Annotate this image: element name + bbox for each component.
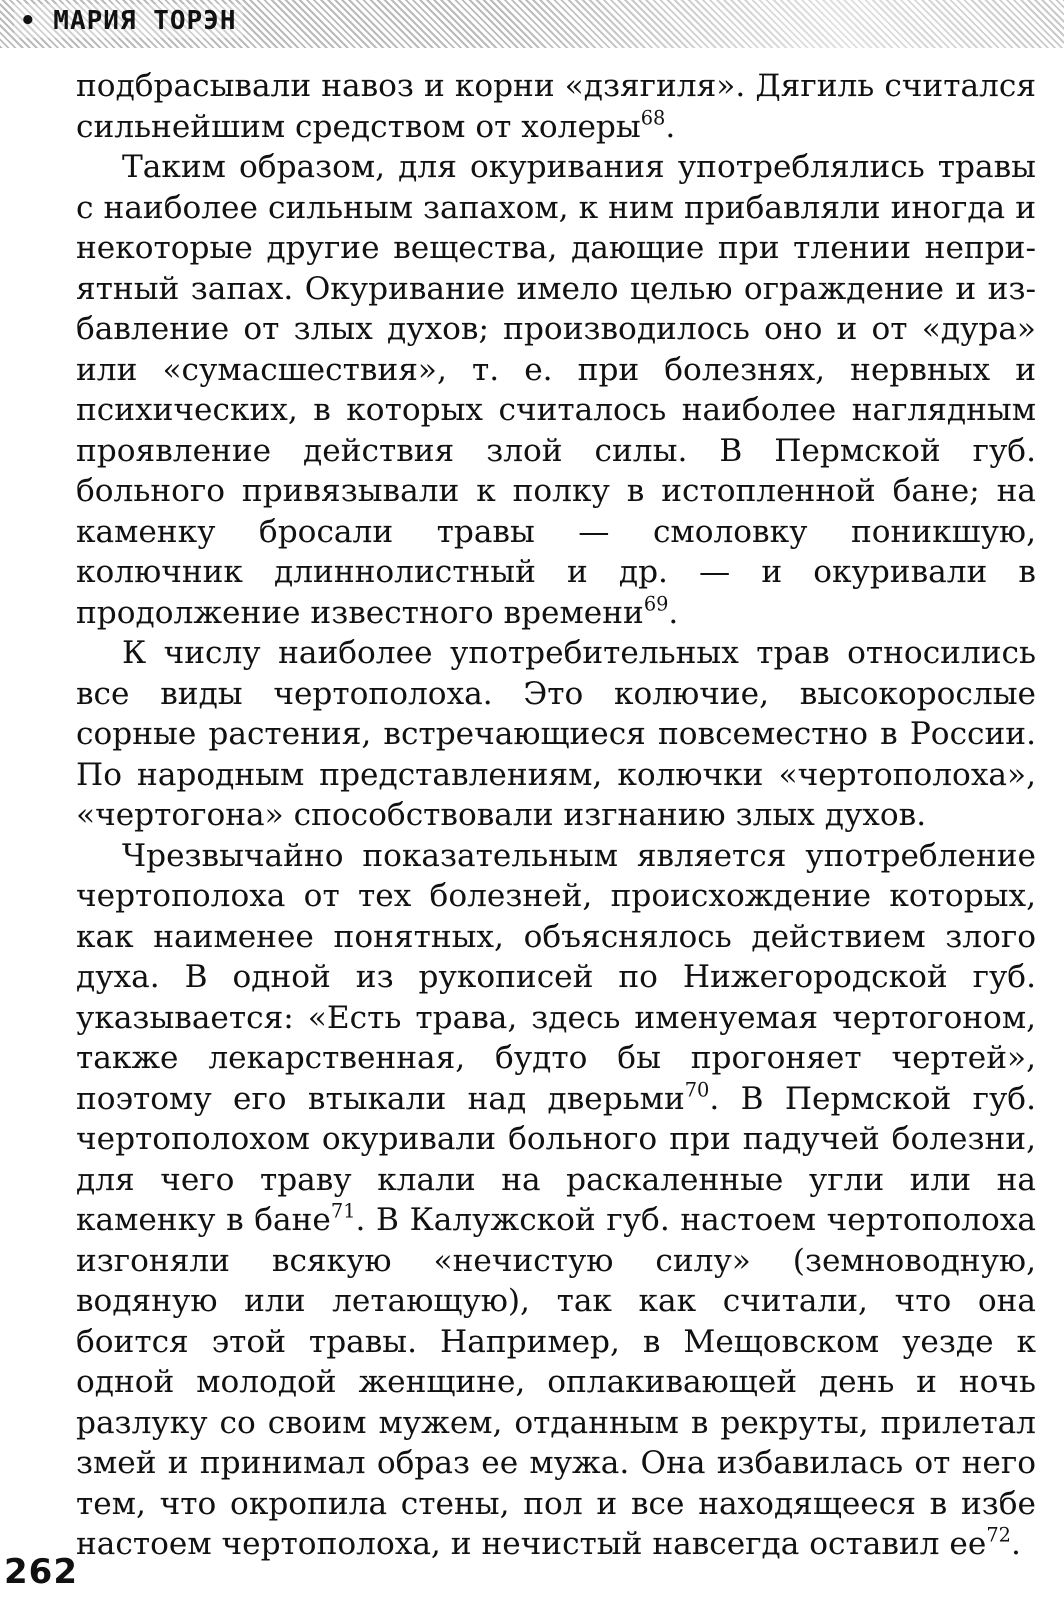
footnote-ref: 72 xyxy=(986,1523,1011,1547)
text-run: Таким образом, для окуривания употреблялись травы с наиболее сильным запахом, к ним прибавляли иногда и некоторые другие вещества, дающие при тлении неприятный запах. Окуривание имело целью ограждение и избавление от злых духов; производилось оно и от «дура» или «сумасшествия», т. е. при болезнях, нервных и психических, в которых считалось наиболее наглядным проявление действия злой силы. В Пермской губ. больного привязывали к полку в истопленной бане; на каменку бросали травы — смоловку поникшую, колючник длиннолистный и др. — и окуривали в продолжение известного времени xyxy=(76,149,1036,631)
text-run: . В Калужской губ. настоем чертополоха изгоняли всякую «нечистую силу» (земноводную, водяную или летающую), так как считали, что она боится этой травы. Например, в Мещовском уезде к одной молодой женщине, оплакивающей день и ночь разлуку со своим мужем, отданным в рекруты, прилетал змей и принимал образ ее мужа. Она избавилась от него тем, что окропила стены, пол и все находящееся в избе настоем чертополоха, и нечистый навсегда оставил ее xyxy=(76,1202,1036,1562)
page-header-band xyxy=(0,0,1064,48)
text-run: . xyxy=(668,594,679,631)
header-texture xyxy=(504,0,1064,48)
text-run: Чрезвычайно показательным является употребление чертополоха от тех болезней, происхождение которых, как наименее понятных, объяснялось действием злого духа. В одной из рукописей по Нижегородской губ. указывается: «Есть трава, здесь именуемая чертогоном, также лекарственная, будто бы прогоняет чертей», поэтому его втыкали над дверьми xyxy=(76,837,1036,1117)
page-number: 262 xyxy=(4,1552,78,1592)
paragraph xyxy=(76,836,1036,1565)
paragraph xyxy=(76,147,1036,633)
text-run: . xyxy=(1010,1526,1021,1562)
text-run: . xyxy=(665,108,676,145)
running-title: • МАРИЯ ТОРЭН xyxy=(14,4,243,38)
body-text xyxy=(76,66,1036,1565)
paragraph xyxy=(76,66,1036,147)
footnote-ref: 68 xyxy=(640,105,666,129)
footnote-ref: 71 xyxy=(330,1199,356,1223)
paragraph xyxy=(76,633,1036,836)
text-run: подбрасывали навоз и корни «дзягиля». Дягиль считался сильнейшим средством от холеры xyxy=(76,68,1036,145)
footnote-ref: 70 xyxy=(684,1077,710,1101)
text-run: К числу наиболее употребительных трав относились все виды чертополоха. Это колючие, высокорослые сорные растения, встречающиеся повсеместно в России. По народным представлениям, колючки «чертополоха», «чертогона» способствовали изгнанию злых духов. xyxy=(76,635,1036,833)
text-run: . В Пермской губ. чертополохом окуривали больного при падучей болезни, для чего траву клали на раскаленные угли или на каменку в бане xyxy=(76,1080,1036,1238)
footnote-ref: 69 xyxy=(643,591,669,615)
